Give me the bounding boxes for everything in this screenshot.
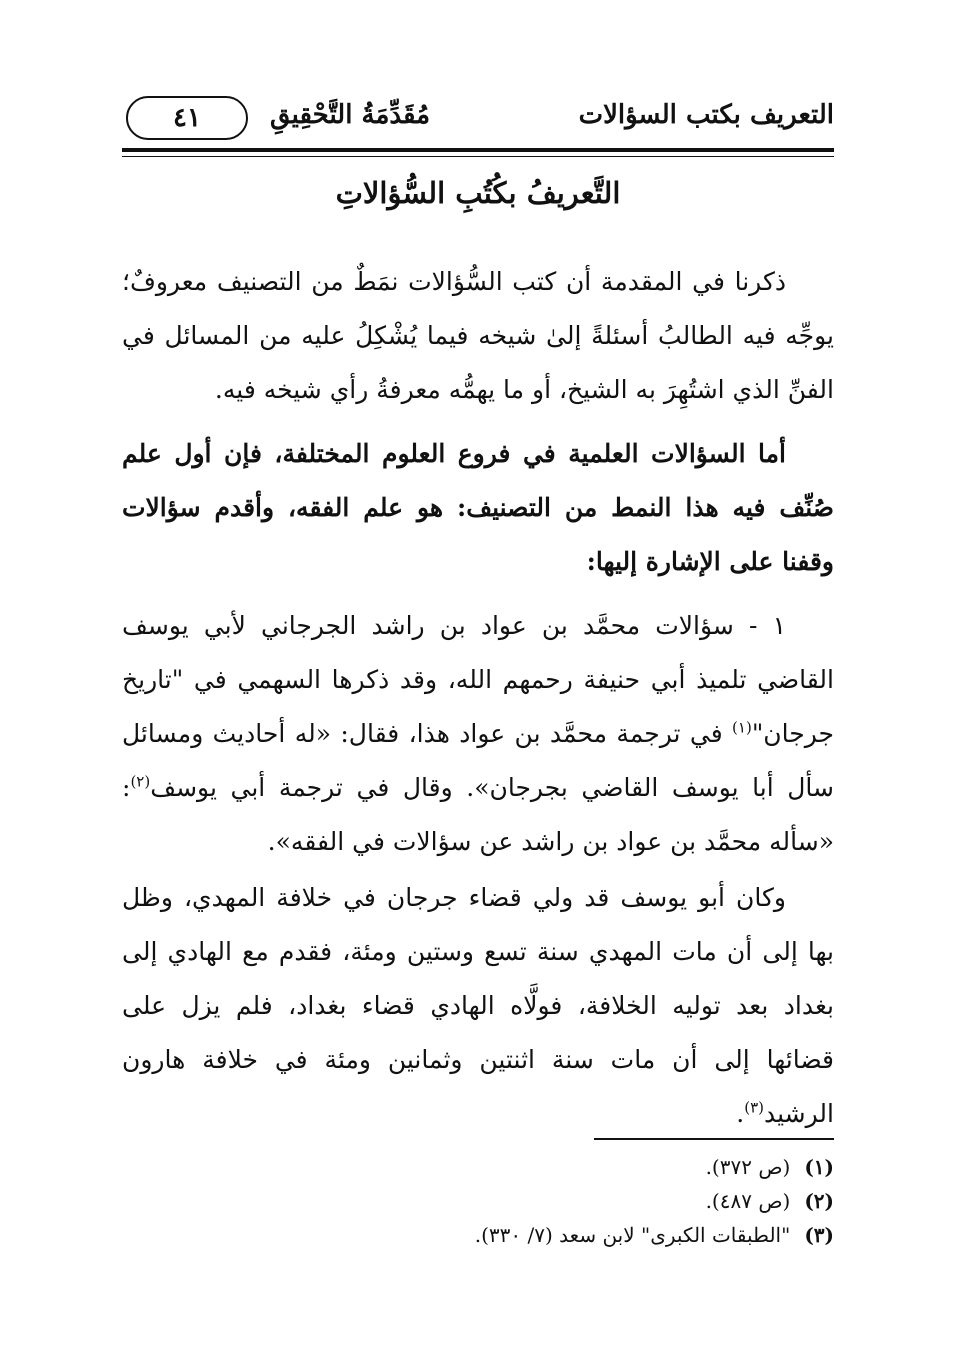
- page-header: [120, 92, 834, 144]
- footnote-number: (٢): [804, 1189, 834, 1213]
- header-rule-thin: [122, 156, 834, 157]
- section-title: التَّعريفُ بكُتُبِ السُّؤالاتِ: [335, 176, 621, 210]
- footnote-2: [122, 1184, 834, 1218]
- footnote-3: [122, 1218, 834, 1252]
- paragraph-text: في ترجمة محمَّد بن عواد هذا، فقال: «له أحاديث ومسائل سأل أبا يوسف القاضي بجرجان». وقال في ترجمة أبي يوسف: [122, 719, 834, 802]
- header-rule-thick: [122, 148, 834, 152]
- paragraph-text: ١ - سؤالات محمَّد بن عواد بن راشد الجرجاني لأبي يوسف القاضي تلميذ أبي حنيفة رحمهم الله، وقد ذكرها السهمي في "تاريخ جرجان": [122, 611, 834, 748]
- paragraph-history: [122, 871, 834, 1141]
- running-title-chapter: التعريف بكتب السؤالات: [578, 100, 834, 130]
- footnote-ref-3[interactable]: (٣): [744, 1098, 765, 1117]
- footnotes: [122, 1150, 834, 1252]
- footnote-separator: [594, 1138, 834, 1140]
- page-number: ٤١: [126, 96, 248, 140]
- footnote-ref-2[interactable]: (٢): [130, 772, 151, 791]
- paragraph-intro: ذكرنا في المقدمة أن كتب السُّؤالات نمَطٌ من التصنيف معروفٌ؛ يوجِّه فيه الطالبُ أسئلةً إلىٰ شيخه فيما يُشْكِلُ عليه من المسائل في الفنِّ الذي اشتُهِرَ به الشيخ، أو ما يهمُّه معرفةُ رأي شيخه فيه.: [122, 267, 835, 404]
- footnote-number: (١): [804, 1155, 834, 1179]
- paragraph-text: .: [736, 1099, 745, 1128]
- footnote-number: (٣): [804, 1223, 834, 1247]
- footnote-ref-1[interactable]: (١): [732, 718, 752, 737]
- footnote-1: [122, 1150, 834, 1184]
- footnote-text: (ص ٣٧٢).: [705, 1155, 791, 1179]
- paragraph-item-1: [122, 599, 834, 869]
- footnote-text: "الطبقات الكبرى" لابن سعد (٧/ ٣٣٠).: [474, 1223, 791, 1247]
- footnote-text: (ص ٤٨٧).: [705, 1189, 791, 1213]
- paragraph-text: : «سأله محمَّد بن عواد بن راشد عن سؤالات في الفقه».: [122, 773, 834, 856]
- paragraph-bold: أما السؤالات العلمية في فروع العلوم المختلفة، فإن أول علم صُنِّف فيه هذا النمط من التصنيف: هو علم الفقه، وأقدم سؤالات وقفنا على الإشارة إليها:: [122, 439, 834, 576]
- paragraph-text: وكان أبو يوسف قد ولي قضاء جرجان في خلافة المهدي، وظل بها إلى أن مات المهدي سنة تسع وستين ومئة، فقدم مع الهادي إلى بغداد بعد توليه الخلافة، فولَّاه الهادي قضاء بغداد، فلم يزل على قضائها إلى أن مات سنة اثنتين وثمانين ومئة في خلافة هارون الرشيد: [122, 883, 834, 1128]
- running-title-section: مُقَدِّمَةُ التَّحْقِيقِ: [270, 100, 431, 130]
